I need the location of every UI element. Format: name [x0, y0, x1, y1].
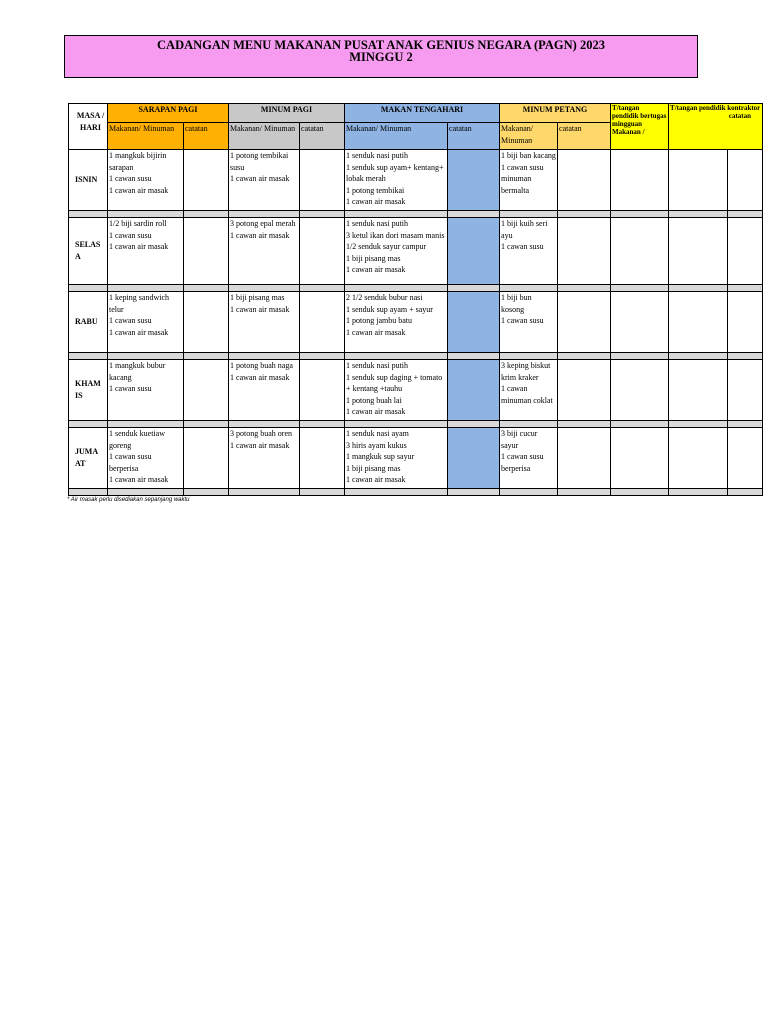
- separator-cell: [611, 285, 669, 292]
- makan-catatan-header: catatan: [448, 123, 500, 150]
- separator-cell: [108, 421, 184, 428]
- separator-cell: [611, 211, 669, 218]
- separator-cell: [229, 421, 300, 428]
- menu-item: 1 cawan susu: [109, 230, 152, 240]
- signature-pendidik-cell: [611, 360, 669, 421]
- separator-cell: [558, 421, 611, 428]
- separator-cell: [558, 353, 611, 360]
- minum-pagi-cell: [229, 360, 300, 421]
- separator-cell: [69, 285, 108, 292]
- separator-cell: [448, 285, 500, 292]
- minum-petang-catatan-cell: [558, 428, 611, 489]
- day-name-selasa: SELAS A: [69, 218, 108, 285]
- minum-pagi-catatan-cell: [300, 150, 345, 211]
- makan-tengahari-header: MAKAN TENGAHARI: [345, 104, 500, 123]
- signature-kontraktor-cell: [669, 150, 728, 211]
- separator-cell: [108, 353, 184, 360]
- minum-pagi-catatan-cell: [300, 292, 345, 353]
- menu-item: 1 cawan air masak: [346, 327, 406, 337]
- minum-pagi-makanan-header: Makanan/ Minuman: [229, 123, 300, 150]
- minum-petang-catatan-cell: [558, 218, 611, 285]
- sarapan-cell: [108, 150, 184, 211]
- menu-item: 3 ketul ikan dori masam manis: [346, 230, 445, 240]
- separator-cell: [300, 211, 345, 218]
- separator-cell: [558, 211, 611, 218]
- minum-petang-cell: [500, 292, 558, 353]
- menu-item: 1 cawan air masak: [230, 230, 290, 240]
- separator-cell: [728, 489, 763, 496]
- menu-item: 1 cawan air masak: [346, 265, 406, 275]
- sarapan-makanan-header: Makanan/ Minuman: [108, 123, 184, 150]
- sarapan-catatan-cell: [184, 218, 229, 285]
- separator-cell: [611, 421, 669, 428]
- menu-item: 1 biji ban kacang: [501, 151, 556, 160]
- header-row-1: [69, 104, 763, 123]
- hari-label: HARI: [80, 122, 101, 132]
- masa-hari-header: [69, 104, 108, 150]
- separator-cell: [728, 285, 763, 292]
- menu-item: 1 cawan susu: [501, 316, 544, 326]
- menu-item: 1 biji pisang mas: [346, 253, 401, 263]
- minum-pagi-cell: [229, 218, 300, 285]
- separator-cell: [448, 353, 500, 360]
- menu-item: 1 biji pisang mas: [346, 463, 401, 473]
- menu-item: 1 senduk nasi putih: [346, 361, 409, 370]
- separator-cell: [69, 211, 108, 218]
- day-separator: [69, 421, 763, 428]
- day-name-khamis: KHAM IS: [69, 360, 108, 421]
- menu-item: 1 cawan air masak: [230, 440, 290, 450]
- separator-cell: [558, 285, 611, 292]
- minum-petang-cell: [500, 150, 558, 211]
- petang-catatan-header: catatan: [558, 123, 611, 150]
- menu-item: 1 biji pisang mas: [230, 293, 285, 302]
- menu-item: 1 cawan air masak: [230, 174, 290, 184]
- sarapan-cell: [108, 292, 184, 353]
- day-row: [69, 360, 763, 421]
- menu-item: 1 senduk nasi putih: [346, 151, 409, 160]
- sarapan-catatan-cell: [184, 360, 229, 421]
- separator-cell: [184, 285, 229, 292]
- menu-item: 1 cawan susu berperisa: [109, 452, 152, 473]
- menu-item: 1 cawan air masak: [109, 185, 169, 195]
- day-name-rabu: RABU: [69, 292, 108, 353]
- signature-kontraktor-cell: [669, 360, 728, 421]
- makan-tengahari-cell: [345, 292, 448, 353]
- menu-item: 3 potong epal merah: [230, 219, 296, 228]
- separator-cell: [229, 285, 300, 292]
- menu-item: 1 cawan air masak: [109, 327, 169, 337]
- kontraktor-catatan-cell: [728, 150, 763, 211]
- menu-item: 1 senduk kuetiaw goreng: [109, 429, 165, 450]
- minum-pagi-catatan-cell: [300, 428, 345, 489]
- day-row: [69, 292, 763, 353]
- menu-item: 1 cawan susu: [109, 384, 152, 394]
- separator-cell: [229, 353, 300, 360]
- separator-cell: [184, 211, 229, 218]
- menu-item: 1 mangkuk bubur kacang: [109, 361, 166, 382]
- signature-kontraktor-cell: [669, 428, 728, 489]
- separator-cell: [500, 285, 558, 292]
- separator-cell: [345, 489, 448, 496]
- minum-pagi-cell: [229, 428, 300, 489]
- makan-tengahari-cell: [345, 150, 448, 211]
- separator-cell: [500, 421, 558, 428]
- menu-item: 1 cawan susu: [109, 316, 152, 326]
- separator-cell: [300, 353, 345, 360]
- menu-item: 1 cawan air masak: [346, 407, 406, 417]
- separator-cell: [728, 353, 763, 360]
- signature-pendidik-cell: [611, 150, 669, 211]
- menu-item: 1 senduk sup ayam + sayur: [346, 304, 433, 314]
- separator-cell: [500, 489, 558, 496]
- menu-item: 1 cawan air masak: [346, 197, 406, 207]
- makan-makanan-header: Makanan/ Minuman: [345, 123, 448, 150]
- sarapan-catatan-header: catatan: [184, 123, 229, 150]
- menu-item: 1 cawan susu: [501, 242, 544, 252]
- menu-item: 1 senduk sup daging + tomato + kentang +tauhu: [346, 372, 443, 394]
- signature-pendidik-cell: [611, 218, 669, 285]
- minum-petang-cell: [500, 360, 558, 421]
- separator-cell: [500, 211, 558, 218]
- menu-item: 3 hiris ayam kukus: [346, 440, 407, 450]
- kontraktor-catatan-label: catatan: [728, 112, 752, 120]
- separator-cell: [669, 285, 728, 292]
- minum-pagi-cell: [229, 292, 300, 353]
- menu-item: 1 cawan air masak: [230, 304, 290, 314]
- kontraktor-catatan-cell: [728, 218, 763, 285]
- day-row: [69, 428, 763, 489]
- separator-cell: [669, 421, 728, 428]
- menu-item: 1 cawan air masak: [109, 242, 169, 252]
- makan-catatan-cell: [448, 428, 500, 489]
- separator-cell: [69, 353, 108, 360]
- separator-cell: [345, 421, 448, 428]
- separator-cell: [345, 353, 448, 360]
- menu-item: 1 biji bun kosong: [501, 293, 532, 314]
- menu-item: 1/2 biji sardin roll: [109, 219, 167, 228]
- separator-cell: [229, 211, 300, 218]
- separator-cell: [728, 211, 763, 218]
- menu-item: 1 potong tembikai: [346, 185, 405, 195]
- kontraktor-label: T/tangan pendidik kontraktor: [670, 104, 761, 112]
- separator-cell: [345, 211, 448, 218]
- signature-pendidik-cell: [611, 428, 669, 489]
- sarapan-cell: [108, 218, 184, 285]
- sarapan-catatan-cell: [184, 292, 229, 353]
- separator-cell: [728, 421, 763, 428]
- separator-cell: [448, 489, 500, 496]
- minum-pagi-catatan-header: catatan: [300, 123, 345, 150]
- menu-item: 3 keping biskut krim kraker: [501, 361, 551, 382]
- minum-pagi-header: MINUM PAGI: [229, 104, 345, 123]
- signature-pendidik-cell: [611, 292, 669, 353]
- signature-kontraktor-cell: [669, 292, 728, 353]
- sarapan-cell: [108, 428, 184, 489]
- masa-label: MASA /: [76, 111, 105, 120]
- separator-cell: [558, 489, 611, 496]
- separator-cell: [184, 421, 229, 428]
- separator-cell: [300, 421, 345, 428]
- menu-item: 1 senduk sup ayam+ kentang+ lobak merah: [346, 162, 444, 184]
- separator-cell: [69, 421, 108, 428]
- page-title: CADANGAN MENU MAKANAN PUSAT ANAK GENIUS NEGARA (PAGN) 2023: [157, 38, 605, 52]
- menu-item: 1 potong buah naga: [230, 361, 293, 370]
- signature-kontraktor-header: [669, 104, 763, 150]
- sarapan-catatan-cell: [184, 428, 229, 489]
- day-separator: [69, 211, 763, 218]
- sarapan-cell: [108, 360, 184, 421]
- separator-cell: [669, 211, 728, 218]
- separator-cell: [300, 489, 345, 496]
- menu-item: 1 senduk nasi putih: [346, 219, 409, 228]
- menu-item: 1 cawan susu: [109, 174, 152, 184]
- menu-item: 1 potong jambu batu: [346, 316, 413, 326]
- separator-cell: [108, 211, 184, 218]
- day-name-jumaat: JUMA AT: [69, 428, 108, 489]
- menu-item: 3 biji cucur sayur: [501, 429, 538, 450]
- menu-item: 1 cawan susu minuman bermalta: [501, 162, 544, 195]
- separator-cell: [500, 353, 558, 360]
- separator-cell: [611, 353, 669, 360]
- menu-item: 1 cawan susu berperisa: [501, 452, 544, 473]
- menu-item: 1 keping sandwich telur: [109, 293, 169, 314]
- day-row: [69, 150, 763, 211]
- separator-cell: [669, 353, 728, 360]
- kontraktor-catatan-cell: [728, 292, 763, 353]
- signature-pendidik-header: T/tangan pendidik bertugas mingguan Makanan /: [611, 104, 669, 150]
- menu-table: [68, 103, 763, 496]
- menu-item: 1 senduk nasi ayam: [346, 429, 409, 438]
- kontraktor-catatan-cell: [728, 428, 763, 489]
- kontraktor-catatan-cell: [728, 360, 763, 421]
- menu-item: 1 mangkuk sup sayur: [346, 452, 415, 462]
- separator-cell: [69, 489, 108, 496]
- page-subtitle: MINGGU 2: [349, 50, 413, 64]
- day-separator: [69, 489, 763, 496]
- menu-item: 1/2 senduk sayur campur: [346, 242, 427, 252]
- footnote: * Air masak perlu disediakan sepanjang waktu: [67, 497, 190, 503]
- makan-catatan-cell: [448, 218, 500, 285]
- minum-petang-catatan-cell: [558, 360, 611, 421]
- menu-item: 1 potong buah lai: [346, 395, 402, 405]
- separator-cell: [184, 489, 229, 496]
- minum-pagi-catatan-cell: [300, 218, 345, 285]
- sarapan-header: SARAPAN PAGI: [108, 104, 229, 123]
- makan-tengahari-cell: [345, 428, 448, 489]
- separator-cell: [345, 285, 448, 292]
- makan-catatan-cell: [448, 360, 500, 421]
- menu-item: 1 cawan air masak: [346, 475, 406, 485]
- menu-item: 2 1/2 senduk bubur nasi: [346, 293, 423, 302]
- minum-petang-catatan-cell: [558, 292, 611, 353]
- menu-item: 1 biji kuih seri ayu: [501, 219, 548, 240]
- minum-petang-cell: [500, 218, 558, 285]
- makan-tengahari-cell: [345, 218, 448, 285]
- separator-cell: [229, 489, 300, 496]
- separator-cell: [448, 421, 500, 428]
- day-name-isnin: ISNIN: [69, 150, 108, 211]
- makan-catatan-cell: [448, 292, 500, 353]
- makan-catatan-cell: [448, 150, 500, 211]
- makan-tengahari-cell: [345, 360, 448, 421]
- menu-item: 3 potong buah oren: [230, 429, 293, 438]
- separator-cell: [448, 211, 500, 218]
- separator-cell: [108, 285, 184, 292]
- minum-pagi-cell: [229, 150, 300, 211]
- minum-petang-header: MINUM PETANG: [500, 104, 611, 123]
- day-separator: [69, 353, 763, 360]
- menu-item: 1 potong tembikai susu: [230, 151, 289, 172]
- signature-kontraktor-cell: [669, 218, 728, 285]
- menu-item: 1 cawan air masak: [109, 475, 169, 485]
- minum-petang-catatan-cell: [558, 150, 611, 211]
- separator-cell: [300, 285, 345, 292]
- separator-cell: [184, 353, 229, 360]
- petang-makanan-header: Makanan/ Minuman: [500, 123, 558, 150]
- separator-cell: [108, 489, 184, 496]
- menu-item: 1 cawan air masak: [230, 372, 290, 382]
- page-title-box: [64, 35, 698, 78]
- sarapan-catatan-cell: [184, 150, 229, 211]
- menu-item: 1 mangkuk bijirin sarapan: [109, 151, 167, 172]
- menu-item: 1 cawan minuman coklat: [501, 384, 553, 405]
- day-row: [69, 218, 763, 285]
- minum-petang-cell: [500, 428, 558, 489]
- separator-cell: [669, 489, 728, 496]
- minum-pagi-catatan-cell: [300, 360, 345, 421]
- day-separator: [69, 285, 763, 292]
- separator-cell: [611, 489, 669, 496]
